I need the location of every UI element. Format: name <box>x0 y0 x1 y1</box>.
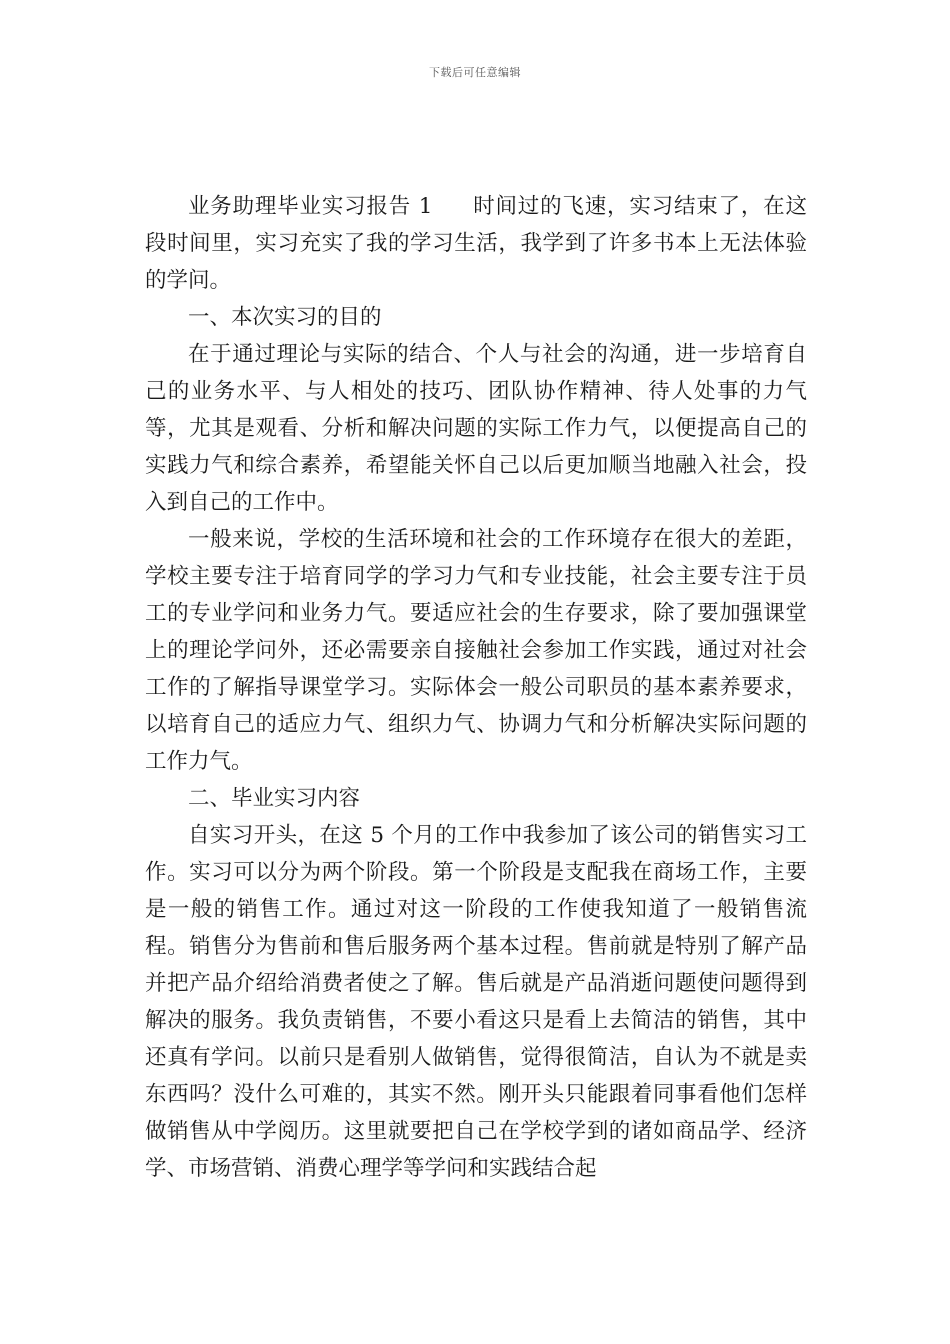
purpose-paragraph: 在于通过理论与实际的结合、个人与社会的沟通，进一步培育自己的业务水平、与人相处的技巧、团队协作精神、待人处事的力气等，尤其是观看、分析和解决问题的实际工作力气，以便提高自己的实践力气和综合素养，希望能关怀自己以后更加顺当地融入社会，投入到自己的工作中。 <box>145 342 807 515</box>
section-heading-purpose: 一、本次实习的目的 <box>188 305 382 330</box>
report-title: 业务助理毕业实习报告 1 <box>188 194 433 219</box>
intro-paragraph <box>145 188 807 299</box>
section-heading-content: 二、毕业实习内容 <box>188 786 361 811</box>
document-body <box>145 188 807 1187</box>
content-paragraph: 自实习开头，在这 5 个月的工作中我参加了该公司的销售实习工作。实习可以分为两个阶段。第一个阶段是支配我在商场工作，主要是一般的销售工作。通过对这一阶段的工作使我知道了一般销售流程。销售分为售前和售后服务两个基本过程。售前就是特别了解产品并把产品介绍给消费者使之了解。售后就是产品消逝问题使问题得到解决的服务。我负责销售，不要小看这只是看上去简洁的销售，其中还真有学问。以前只是看别人做销售，觉得很简洁，自认为不就是卖东西吗？没什么可难的，其实不然。刚开头只能跟着同事看他们怎样做销售从中学阅历。这里就要把自己在学校学到的诸如商品学、经济学、市场营销、消费心理学等学问和实践结合起 <box>145 823 807 1181</box>
environment-paragraph: 一般来说，学校的生活环境和社会的工作环境存在很大的差距，学校主要专注于培育同学的学习力气和专业技能，社会主要专注于员工的专业学问和业务力气。要适应社会的生存要求，除了要加强课堂上的理论学问外，还必需要亲自接触社会参加工作实践，通过对社会工作的了解指导课堂学习。实际体会一般公司职员的基本素养要求，以培育自己的适应力气、组织力气、协调力气和分析解决实际问题的工作力气。 <box>145 527 807 774</box>
header-note: 下载后可任意编辑 <box>429 66 521 79</box>
intro-text: 时间过的飞速，实习结束了，在这段时间里，实习充实了我的学习生活，我学到了许多书本上无法体验的学问。 <box>145 194 807 293</box>
